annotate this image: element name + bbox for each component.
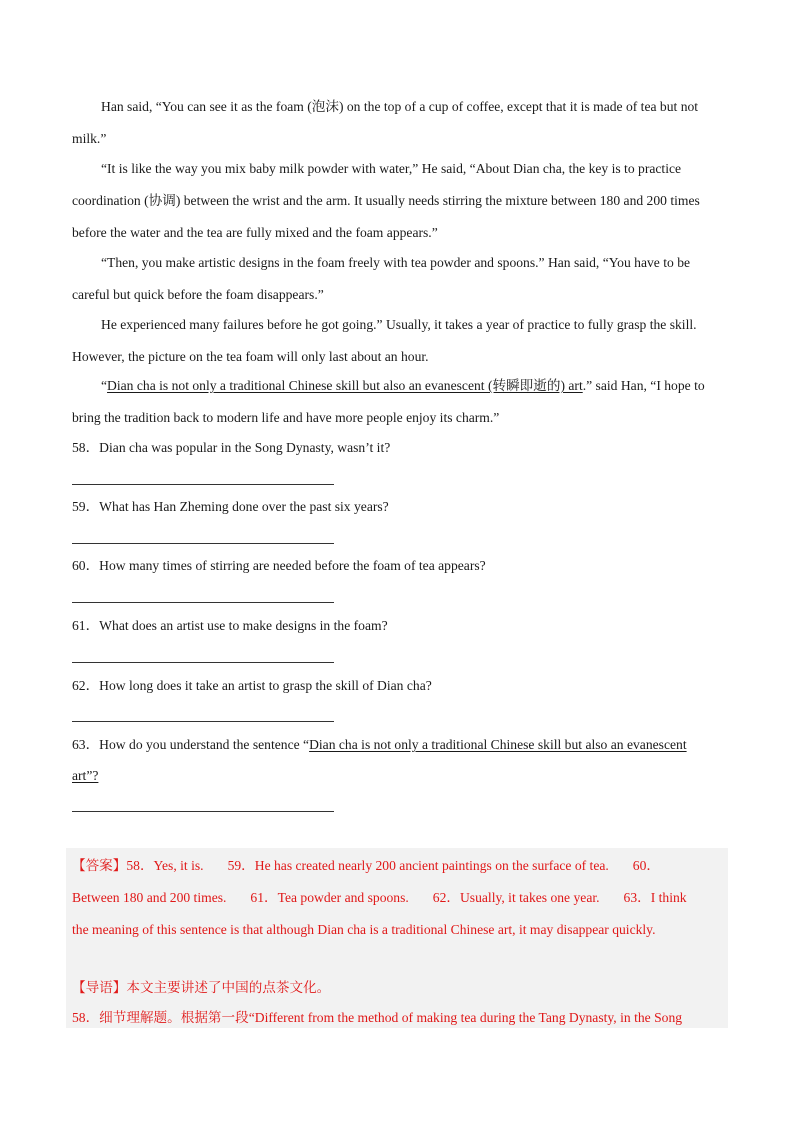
question-61: 61．What does an artist use to make designs in the foam? xyxy=(72,618,388,633)
guide-text: 本文主要讲述了中国的点茶文化。 xyxy=(126,980,331,995)
passage-line: He experienced many failures before he got going.” Usually, it takes a year of practice to fully grasp the skill. xyxy=(101,317,697,332)
answer-58: 58．Yes, it is. xyxy=(126,858,204,873)
guide-label: 【导语】 xyxy=(72,980,127,995)
question-63-line2: art”? xyxy=(72,768,99,783)
answer-line-60[interactable] xyxy=(72,602,334,603)
answer-59: 59．He has created nearly 200 ancient paintings on the surface of tea. xyxy=(227,858,609,873)
passage-line: “It is like the way you mix baby milk powder with water,” He said, “About Dian cha, the key is to practice xyxy=(101,161,682,176)
passage-line: However, the picture on the tea foam will only last about an hour. xyxy=(72,349,429,364)
analysis-58: 58．细节理解题。根据第一段“Different from the method of making tea during the Tang Dynasty, in the Song xyxy=(72,1010,683,1025)
answer-62: 62．Usually, it takes one year. xyxy=(432,890,600,905)
question-62: 62．How long does it take an artist to grasp the skill of Dian cha? xyxy=(72,678,432,693)
underlined-sentence: Dian cha is not only a traditional Chinese skill but also an evanescent (转瞬即逝的) art xyxy=(107,378,583,393)
passage-line: Han said, “You can see it as the foam (泡沫) on the top of a cup of coffee, except that it is made of tea but not xyxy=(101,99,699,114)
answer-line-62[interactable] xyxy=(72,721,334,722)
answer-line-58[interactable] xyxy=(72,484,334,485)
passage-line: before the water and the tea are fully mixed and the foam appears.” xyxy=(72,225,438,240)
answer-61: 61．Tea powder and spoons. xyxy=(250,890,409,905)
answer-label: 【答案】 xyxy=(72,858,127,873)
quote-rest: .” said Han, “I hope to xyxy=(582,378,705,393)
guide-line xyxy=(72,980,732,996)
quote-open: “ xyxy=(101,378,108,393)
answer-63-start: 63．I think xyxy=(623,890,687,905)
answer-60-start: 60． xyxy=(632,858,660,873)
question-58: 58．Dian cha was popular in the Song Dynasty, wasn’t it? xyxy=(72,440,391,455)
answer-line-1 xyxy=(72,858,732,874)
answer-60: Between 180 and 200 times. xyxy=(72,890,227,905)
passage-line: coordination (协调) between the wrist and the arm. It usually needs stirring the mixture between 180 and 200 times xyxy=(72,193,700,208)
question-63-continued xyxy=(72,768,732,784)
answer-line-2 xyxy=(72,890,732,906)
passage-line: milk.” xyxy=(72,131,107,146)
passage-line: bring the tradition back to modern life and have more people enjoy its charm.” xyxy=(72,410,500,425)
passage-line: careful but quick before the foam disappears.” xyxy=(72,287,324,302)
question-63-prefix: 63．How do you understand the sentence “ xyxy=(72,737,310,752)
answer-line-59[interactable] xyxy=(72,543,334,544)
answer-line-61[interactable] xyxy=(72,662,334,663)
passage-line: “Then, you make artistic designs in the foam freely with tea powder and spoons.” Han said, “You have to be xyxy=(101,255,691,270)
answer-63: the meaning of this sentence is that although Dian cha is a traditional Chinese art, it may disappear quickly. xyxy=(72,922,656,937)
question-63 xyxy=(72,737,732,753)
question-60: 60．How many times of stirring are needed before the foam of tea appears? xyxy=(72,558,486,573)
question-59: 59．What has Han Zheming done over the past six years? xyxy=(72,499,389,514)
answer-section xyxy=(66,848,728,1028)
answer-line-63[interactable] xyxy=(72,811,334,812)
question-63-underlined: Dian cha is not only a traditional Chinese skill but also an evanescent xyxy=(309,737,687,752)
passage-line-quote xyxy=(101,378,761,394)
